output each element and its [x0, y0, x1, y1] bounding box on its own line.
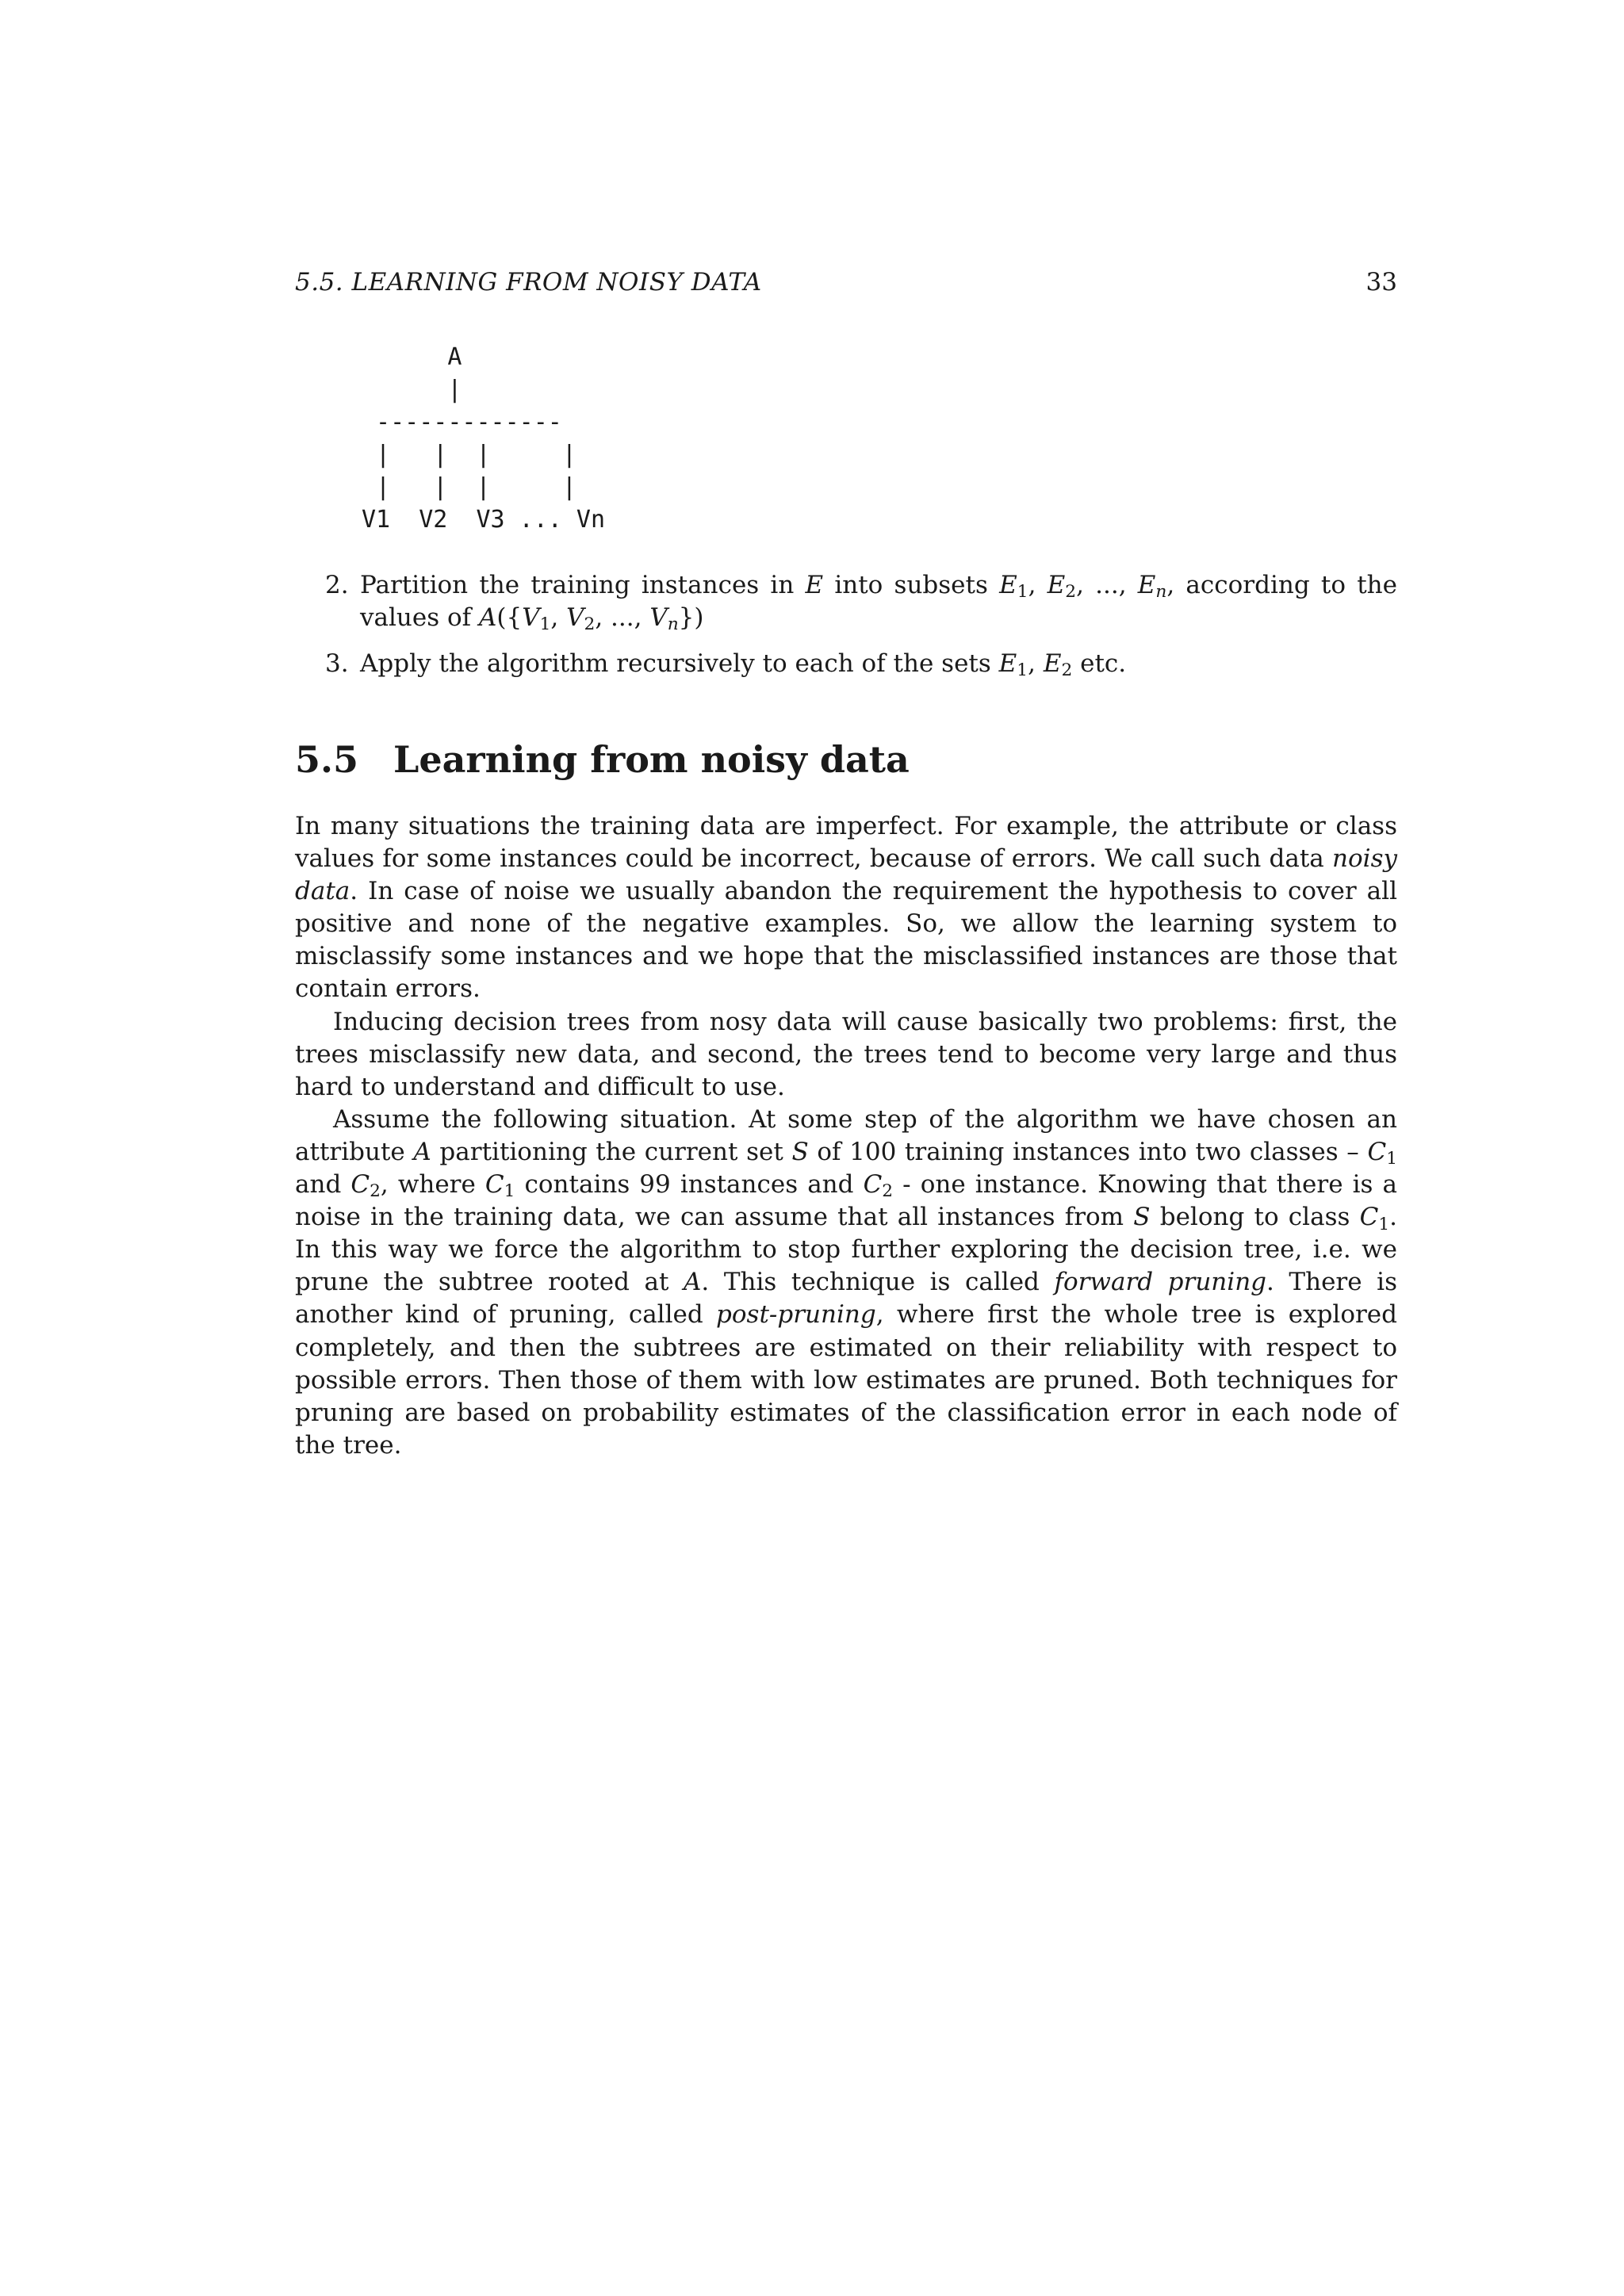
section-number: 5.5 — [295, 738, 359, 781]
section-heading — [295, 736, 910, 783]
paragraph: Assume the following situation. At some step of the algorithm we have chosen an attribute A partitioning the current set S of 100 training instances into two classes – $C_1$ and $C_2$, where $C_1$ contains 99 instances and $C_2$ - one instance. Knowing that there is a noise in the training data, we can assume that all instances from S belong to class $C_1$. In this way we force the algorithm to stop further exploring the decision tree, i.e. we prune the subtree rooted at A. This technique is called forward pruning. There is another kind of pruning, called post-pruning, where first the whole tree is explored completely, and then the subtrees are estimated on their reliability with respect to possible errors. Then those of them with low estimates are pruned. Both techniques for pruning are based on probability estimates of the classification error in each node of the tree. — [295, 1104, 1398, 1460]
step-item — [295, 569, 1397, 634]
decision-tree-diagram: A | ------------- | | | | | | | | V1 V2 V3 ... Vn — [362, 343, 606, 534]
paragraph: In many situations the training data are imperfect. For example, the attribute or class values for some instances could be incorrect, because of errors. We call such data noisy data. In case of noise we usually abandon the requirement the hypothesis to cover all positive and none of the negative examples. So, we allow the learning system to misclassify some instances and we hope that the misclassified instances are those that contain errors. — [295, 812, 1397, 1004]
step-number: 2. — [325, 571, 349, 599]
step-text: Partition the training instances in E into subsets $E_1$, $E_2$, ..., $E_n$, according to the values of $A(\{V_1$, $V_2$, ..., $V_n$}) — [360, 571, 1397, 635]
section-body — [295, 810, 1397, 1462]
page-number: 33 — [1365, 268, 1397, 297]
algorithm-steps — [295, 569, 1397, 680]
running-header — [295, 266, 1397, 298]
step-number: 3. — [325, 649, 349, 678]
step-item — [295, 648, 1397, 680]
paragraph: Inducing decision trees from nosy data will cause basically two problems: first, the trees misclassify new data, and second, the trees tend to become very large and thus hard to understand and difficult to use. — [295, 1007, 1397, 1101]
section-title: Learning from noisy data — [393, 738, 910, 781]
running-head-title: 5.5. LEARNING FROM NOISY DATA — [295, 268, 762, 297]
step-text: Apply the algorithm recursively to each of the sets $E_1$, $E_2$ etc. — [360, 649, 1127, 681]
